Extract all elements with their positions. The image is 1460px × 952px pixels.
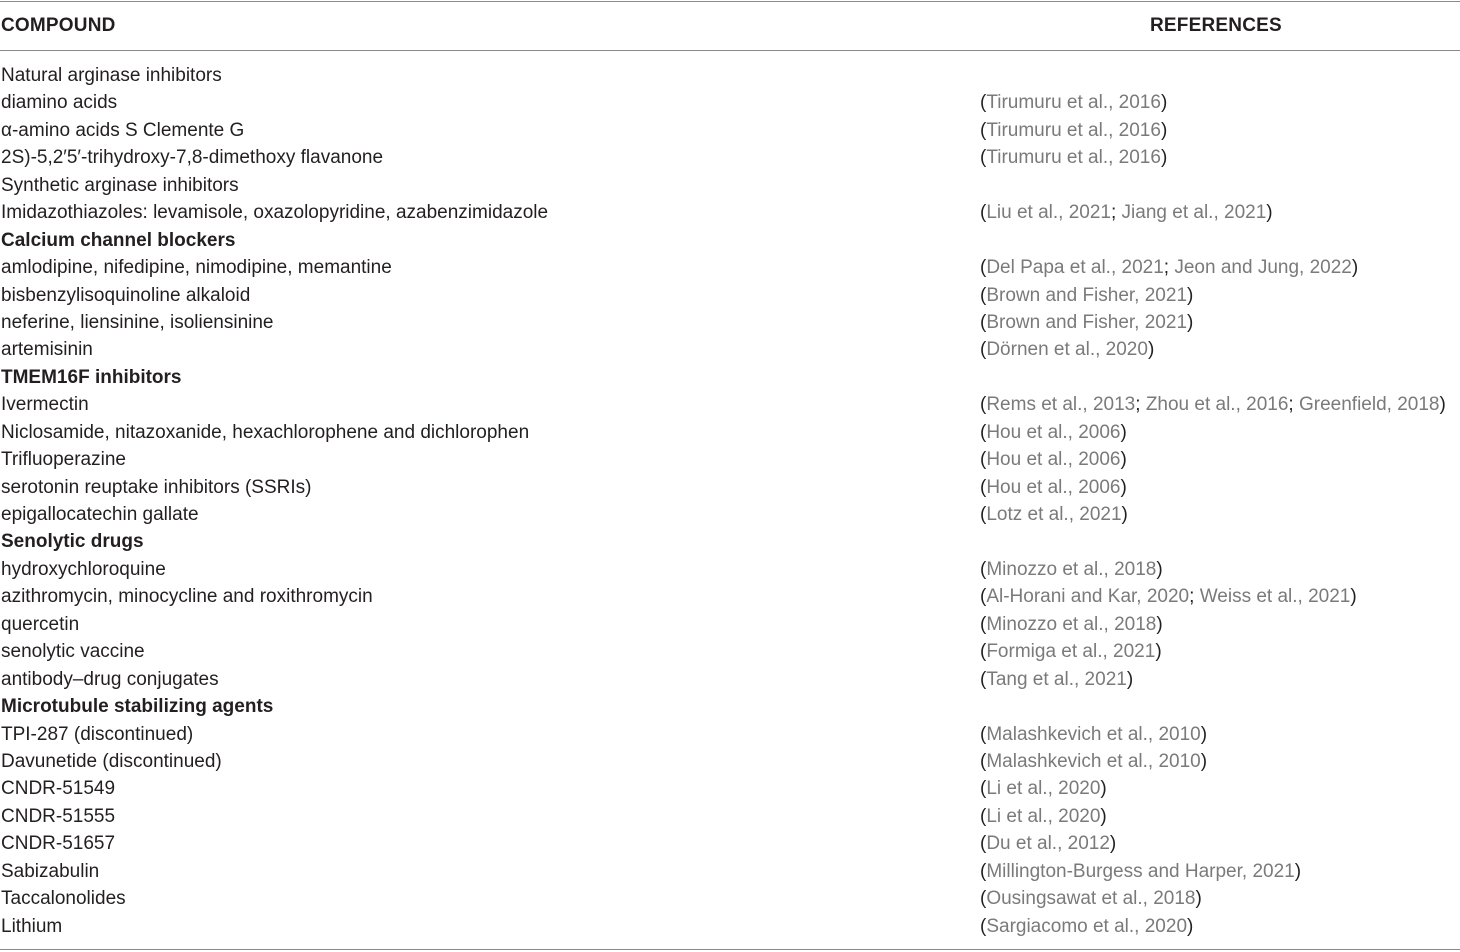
compound-cell: 2S)-5,2′5′-trihydroxy-7,8-dimethoxy flavanone (1, 147, 384, 169)
references-cell: (Tirumuru et al., 2016) (980, 147, 1168, 169)
citation-link[interactable]: Malashkevich et al., 2010 (986, 723, 1201, 745)
section-heading: Calcium channel blockers (1, 229, 236, 251)
header-divider-rule (0, 50, 1460, 51)
table-row (0, 748, 1460, 775)
citation-link[interactable]: Tirumuru et al., 2016 (986, 147, 1161, 169)
references-cell: (Brown and Fisher, 2021) (980, 284, 1194, 306)
citation-link[interactable]: Minozzo et al., 2018 (986, 613, 1157, 635)
compound-cell: Taccalonolides (1, 888, 126, 910)
table-row (0, 89, 1460, 116)
citation-link[interactable]: Tirumuru et al., 2016 (986, 119, 1161, 141)
references-cell: (Rems et al., 2013; Zhou et al., 2016; Greenfield, 2018) (980, 394, 1446, 416)
citation-link[interactable]: Weiss et al., 2021 (1199, 586, 1351, 608)
table-row (0, 254, 1460, 281)
citation-link[interactable]: Greenfield, 2018 (1298, 394, 1440, 416)
compound-cell: CNDR-51555 (1, 805, 116, 827)
table-row (0, 282, 1460, 309)
compound-cell: Niclosamide, nitazoxanide, hexachlorophene and dichlorophen (1, 421, 530, 443)
citation-link[interactable]: Brown and Fisher, 2021 (986, 284, 1188, 306)
compound-cell: bisbenzylisoquinoline alkaloid (1, 284, 251, 306)
compound-cell: antibody–drug conjugates (1, 668, 219, 690)
table-row (0, 144, 1460, 171)
citation-link[interactable]: Rems et al., 2013 (986, 394, 1136, 416)
citation-link[interactable]: Minozzo et al., 2018 (986, 558, 1157, 580)
section-heading-row (0, 528, 1460, 555)
table-row (0, 446, 1460, 473)
citation-link[interactable]: Dörnen et al., 2020 (986, 339, 1148, 361)
table-row (0, 583, 1460, 610)
table-row (0, 556, 1460, 583)
table-row (0, 830, 1460, 857)
citation-link[interactable]: Sargiacomo et al., 2020 (986, 915, 1188, 937)
compound-cell: TPI-287 (discontinued) (1, 723, 194, 745)
references-cell: (Malashkevich et al., 2010) (980, 723, 1208, 745)
references-cell: (Sargiacomo et al., 2020) (980, 915, 1194, 937)
citation-link[interactable]: Du et al., 2012 (986, 833, 1110, 855)
citation-link[interactable]: Jeon and Jung, 2022 (1174, 257, 1352, 279)
compound-cell: Lithium (1, 915, 63, 937)
citation-link[interactable]: Hou et al., 2006 (986, 449, 1121, 471)
table-row (0, 775, 1460, 802)
section-heading-row (0, 364, 1460, 391)
references-cell: (Formiga et al., 2021) (980, 641, 1162, 663)
citation-link[interactable]: Formiga et al., 2021 (986, 641, 1156, 663)
table-row (0, 803, 1460, 830)
section-heading-row (0, 227, 1460, 254)
references-cell: (Hou et al., 2006) (980, 421, 1127, 443)
table-row (0, 913, 1460, 940)
references-cell: (Al-Horani and Kar, 2020; Weiss et al., 2021) (980, 586, 1357, 608)
citation-link[interactable]: Lotz et al., 2021 (986, 504, 1122, 525)
compound-cell: neferine, liensinine, isoliensinine (1, 311, 274, 333)
table-row (0, 117, 1460, 144)
citation-link[interactable]: Li et al., 2020 (986, 805, 1101, 827)
citation-link[interactable]: Tirumuru et al., 2016 (986, 92, 1161, 114)
references-cell: (Del Papa et al., 2021; Jeon and Jung, 2022) (980, 257, 1359, 279)
citation-link[interactable]: Liu et al., 2021 (986, 202, 1111, 224)
compound-cell: epigallocatechin gallate (1, 504, 199, 525)
references-cell: (Tirumuru et al., 2016) (980, 92, 1168, 114)
citation-link[interactable]: Brown and Fisher, 2021 (986, 311, 1188, 333)
references-cell: (Hou et al., 2006) (980, 449, 1127, 471)
citation-link[interactable]: Hou et al., 2006 (986, 476, 1121, 498)
compound-cell: Trifluoperazine (1, 449, 126, 471)
references-cell: (Li et al., 2020) (980, 778, 1107, 800)
table-row (0, 336, 1460, 363)
table-row (0, 474, 1460, 501)
table-row (0, 666, 1460, 693)
table-top-rule (0, 1, 1460, 2)
table-row (0, 172, 1460, 199)
table-bottom-rule (0, 949, 1460, 950)
table-row (0, 501, 1460, 528)
compound-cell: hydroxychloroquine (1, 558, 166, 580)
references-cell: (Du et al., 2012) (980, 833, 1117, 855)
table-row (0, 391, 1460, 418)
table-row (0, 858, 1460, 885)
references-cell: (Brown and Fisher, 2021) (980, 311, 1194, 333)
citation-link[interactable]: Tang et al., 2021 (986, 668, 1127, 690)
references-cell: (Hou et al., 2006) (980, 476, 1127, 498)
compound-cell: amlodipine, nifedipine, nimodipine, memantine (1, 257, 392, 279)
compound-cell: Natural arginase inhibitors (1, 65, 222, 86)
citation-link[interactable]: Zhou et al., 2016 (1145, 394, 1289, 416)
table-row (0, 309, 1460, 336)
citation-link[interactable]: Del Papa et al., 2021 (986, 257, 1164, 279)
table-row (0, 419, 1460, 446)
citation-link[interactable]: Millington-Burgess and Harper, 2021 (986, 860, 1295, 882)
table-row (0, 885, 1460, 912)
column-header-compound: COMPOUND (1, 15, 116, 36)
section-heading: Microtubule stabilizing agents (1, 696, 274, 718)
compound-cell: CNDR-51549 (1, 778, 116, 800)
section-heading: Senolytic drugs (1, 531, 144, 553)
citation-link[interactable]: Ousingsawat et al., 2018 (986, 888, 1196, 910)
compound-cell: azithromycin, minocycline and roxithromycin (1, 586, 373, 608)
citation-link[interactable]: Al-Horani and Kar, 2020 (986, 586, 1190, 608)
compound-cell: CNDR-51657 (1, 833, 116, 855)
compound-cell: Ivermectin (1, 394, 89, 416)
compound-cell: quercetin (1, 613, 80, 635)
citation-link[interactable]: Malashkevich et al., 2010 (986, 750, 1201, 772)
compound-cell: artemisinin (1, 339, 93, 361)
references-cell: (Tang et al., 2021) (980, 668, 1134, 690)
compound-cell: Sabizabulin (1, 860, 100, 882)
references-cell: (Minozzo et al., 2018) (980, 558, 1163, 580)
compound-cell: α-amino acids S Clemente G (1, 119, 245, 141)
references-cell: (Minozzo et al., 2018) (980, 613, 1163, 635)
table-body (0, 62, 1460, 940)
table-row (0, 638, 1460, 665)
references-cell: (Liu et al., 2021; Jiang et al., 2021) (980, 202, 1273, 224)
references-cell: (Dörnen et al., 2020) (980, 339, 1155, 361)
references-cell: (Li et al., 2020) (980, 805, 1107, 827)
compound-cell: Imidazothiazoles: levamisole, oxazolopyridine, azabenzimidazole (1, 202, 549, 224)
compound-cell: senolytic vaccine (1, 641, 145, 663)
citation-link[interactable]: Hou et al., 2006 (986, 421, 1121, 443)
references-cell: (Ousingsawat et al., 2018) (980, 888, 1202, 910)
table-row (0, 721, 1460, 748)
table-row (0, 199, 1460, 226)
references-cell: (Millington-Burgess and Harper, 2021) (980, 860, 1302, 882)
citation-link[interactable]: Jiang et al., 2021 (1121, 202, 1267, 224)
citation-link[interactable]: Li et al., 2020 (986, 778, 1101, 800)
section-heading-row (0, 693, 1460, 720)
references-cell: (Tirumuru et al., 2016) (980, 119, 1168, 141)
references-cell: (Lotz et al., 2021) (980, 504, 1128, 525)
table-row (0, 611, 1460, 638)
compound-cell: Synthetic arginase inhibitors (1, 174, 239, 196)
references-cell: (Malashkevich et al., 2010) (980, 750, 1208, 772)
compound-cell: Davunetide (discontinued) (1, 750, 222, 772)
table-row (0, 62, 1460, 89)
column-header-references: REFERENCES (1150, 15, 1282, 36)
section-heading: TMEM16F inhibitors (1, 366, 182, 388)
compound-cell: diamino acids (1, 92, 118, 114)
compound-cell: serotonin reuptake inhibitors (SSRIs) (1, 476, 312, 498)
